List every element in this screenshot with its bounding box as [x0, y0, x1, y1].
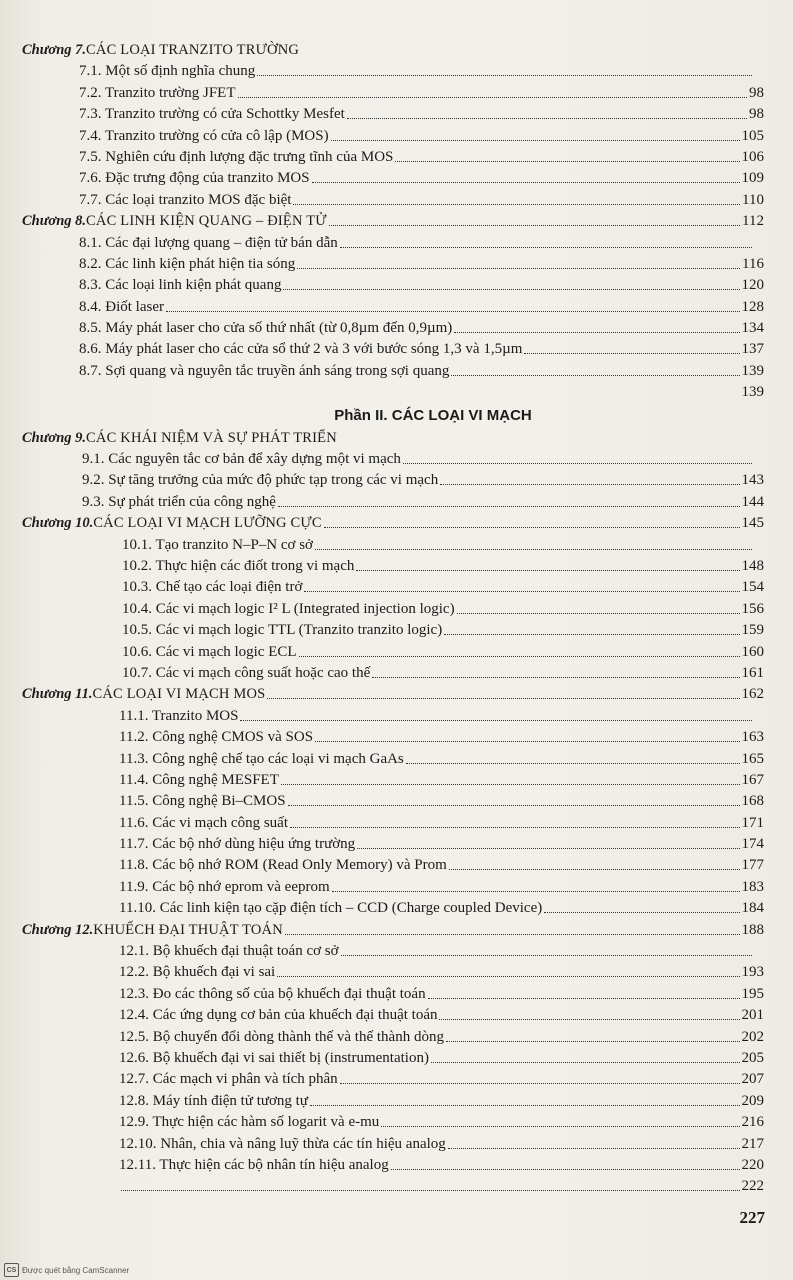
toc-row: [22, 1027, 764, 1048]
chapter-number: Chương 9.: [22, 429, 87, 446]
page-ref: 116: [742, 255, 764, 272]
toc-row-title: 12.9. Thực hiện các hàm số logarit và e-mu: [119, 1114, 380, 1131]
page-ref: 177: [741, 857, 764, 874]
toc-row: [22, 104, 764, 125]
leader-dots: [315, 535, 752, 550]
toc-row-title: 11.1. Tranzito MOS: [119, 707, 239, 724]
toc-row: [22, 83, 764, 104]
toc-row-title: 8.7. Sợi quang và nguyên tắc truyền ánh sáng trong sợi quang: [79, 362, 450, 379]
toc-row: [22, 1091, 764, 1112]
toc-row: [22, 898, 764, 919]
toc-row-title: 8.2. Các linh kiện phát hiện tia sóng: [79, 255, 296, 272]
part-row: [22, 382, 764, 403]
chapter-heading: [22, 513, 764, 534]
leader-dots: [446, 1027, 740, 1042]
page-ref: 174: [741, 836, 764, 853]
toc-row: [22, 1155, 764, 1176]
toc-row-title: 7.4. Tranzito trường có cửa cô lập (MOS): [79, 127, 329, 144]
leader-dots: [310, 1091, 740, 1106]
toc-row-title: 10.2. Thực hiện các điốt trong vi mạch: [122, 557, 355, 574]
toc-row: [22, 254, 764, 275]
toc-row: [22, 318, 764, 339]
leader-dots: [285, 920, 740, 935]
toc-row: [22, 834, 764, 855]
page-ref: 144: [741, 493, 764, 510]
toc-row: [22, 168, 764, 189]
toc-row-title: 10.1. Tạo tranzito N–P–N cơ sở: [122, 536, 313, 553]
toc-row: [22, 727, 764, 748]
toc-row-title: 12.5. Bộ chuyển đổi dòng thành thế và thế thành dòng: [119, 1028, 444, 1045]
leader-dots: [454, 318, 739, 333]
page-ref: 159: [741, 622, 764, 639]
toc-row: [22, 984, 764, 1005]
leader-dots: [391, 1155, 740, 1170]
toc-row: [22, 449, 764, 470]
toc-row-title: 9.1. Các nguyên tắc cơ bản để xây dựng một vi mạch: [82, 451, 401, 468]
page-ref: 112: [742, 213, 764, 230]
toc-row: [22, 339, 764, 360]
leader-dots: [121, 1176, 740, 1191]
page-ref: 168: [741, 793, 764, 810]
page-ref: 217: [741, 1135, 764, 1152]
toc-row-title: 10.3. Chế tạo các loại điện trở: [122, 579, 303, 596]
toc-row: [22, 297, 764, 318]
toc-row: [22, 556, 764, 577]
page-ref: 120: [741, 277, 764, 294]
toc-row: [22, 577, 764, 598]
toc-row-title: 11.4. Công nghệ MESFET: [119, 771, 279, 788]
page-ref: 110: [742, 191, 764, 208]
leader-dots: [81, 382, 740, 396]
camscanner-logo-icon: CS: [4, 1263, 19, 1277]
chapter-title: CÁC LOẠI VI MẠCH LƯỠNG CỰC: [93, 515, 322, 532]
page-ref: 195: [741, 985, 764, 1002]
page-number: 227: [739, 1208, 765, 1227]
leader-dots: [240, 706, 752, 721]
page-ref: 106: [741, 148, 764, 165]
leader-dots: [329, 211, 740, 226]
chapter-heading: [22, 211, 764, 232]
toc-row-title: 9.2. Sự tăng trưởng của mức độ phức tạp trong các vi mạch: [82, 472, 439, 489]
toc-row-title: 8.3. Các loại linh kiện phát quang: [79, 277, 282, 294]
leader-dots: [440, 470, 739, 485]
toc-row: [22, 663, 764, 684]
page-ref: 202: [741, 1028, 764, 1045]
part-heading: Phần II. CÁC LOẠI VI MẠCH: [334, 406, 532, 424]
toc-row-title: 11.10. Các linh kiện tạo cặp điện tích – CCD (Charge coupled Device): [119, 900, 543, 917]
leader-dots: [277, 962, 739, 977]
leader-dots: [297, 254, 740, 269]
leader-dots: [340, 233, 752, 248]
leader-dots: [312, 168, 740, 183]
leader-dots: [524, 339, 739, 354]
toc-row-title: 11.6. Các vi mạch công suất: [119, 814, 288, 831]
leader-dots: [431, 1048, 740, 1063]
page-ref: 216: [741, 1114, 764, 1131]
toc-row-tail: [22, 1176, 764, 1197]
toc-row-title: 11.2. Công nghệ CMOS và SOS: [119, 729, 314, 746]
page-ref: 161: [741, 664, 764, 681]
leader-dots: [403, 449, 752, 464]
page-ref: 163: [741, 729, 764, 746]
toc-row-title: 11.7. Các bộ nhớ dùng hiệu ứng trường: [119, 836, 356, 853]
leader-dots: [449, 855, 740, 870]
leader-dots: [238, 83, 748, 98]
toc-row: [22, 770, 764, 791]
leader-dots: [451, 361, 739, 376]
page-ref: 98: [749, 84, 764, 101]
toc-row: [22, 941, 764, 962]
toc-row-title: 12.3. Đo các thông số của bộ khuếch đại thuật toán: [119, 985, 426, 1002]
page-ref: 139: [741, 384, 764, 401]
chapter-number: Chương 8.: [22, 213, 87, 230]
toc-row-title: 11.5. Công nghệ Bi–CMOS: [119, 793, 286, 810]
page-ref: 148: [741, 557, 764, 574]
toc-row: [22, 962, 764, 983]
page-ref: 201: [741, 1007, 764, 1024]
toc-row-title: 7.6. Đặc trưng động của tranzito MOS: [79, 170, 310, 187]
page-ref: 167: [741, 771, 764, 788]
toc-row-title: 12.4. Các ứng dụng cơ bản của khuếch đại thuật toán: [119, 1007, 438, 1024]
page-ref: 162: [741, 686, 764, 703]
page-ref: 145: [741, 515, 764, 532]
toc-row-title: 10.5. Các vi mạch logic TTL (Tranzito tranzito logic): [122, 622, 443, 639]
toc-row: [22, 1005, 764, 1026]
page-ref: 154: [741, 579, 764, 596]
chapter-number: Chương 7.: [22, 42, 87, 58]
toc-row-title: 11.8. Các bộ nhớ ROM (Read Only Memory) và Prom: [119, 857, 447, 874]
toc-row: [22, 361, 764, 382]
leader-dots: [444, 620, 739, 635]
leader-dots: [290, 813, 740, 828]
page-ref: 205: [741, 1049, 764, 1066]
chapter-number: Chương 12.: [22, 921, 94, 938]
chapter-title: CÁC LOẠI VI MẠCH MOS: [92, 686, 266, 703]
page-ref: 183: [741, 878, 764, 895]
toc-row-title: 10.4. Các vi mạch logic I² L (Integrated injection logic): [122, 600, 455, 617]
toc-row: [22, 535, 764, 556]
chapter-heading: [22, 684, 764, 705]
leader-dots: [457, 599, 740, 614]
chapter-title: KHUẾCH ĐẠI THUẬT TOÁN: [93, 921, 283, 938]
chapter-number: Chương 11.: [22, 686, 93, 703]
toc-row-title: 9.3. Sự phát triển của công nghệ: [82, 493, 276, 510]
toc-row-title: 10.6. Các vi mạch logic ECL: [122, 643, 297, 660]
toc-row-title: 8.5. Máy phát laser cho cửa số thứ nhất (từ 0,8µm đến 0,9µm): [79, 320, 453, 337]
table-of-contents: [22, 40, 764, 1198]
leader-dots: [448, 1134, 740, 1149]
page-ref: 207: [741, 1071, 764, 1088]
page-ref: 105: [741, 127, 764, 144]
chapter-title: CÁC LOẠI TRANZITO TRƯỜNG: [86, 42, 300, 58]
toc-row: [22, 492, 764, 513]
toc-row-title: 7.7. Các loại tranzito MOS đặc biệt: [79, 191, 292, 208]
page-ref: 209: [741, 1092, 764, 1109]
toc-row: [22, 126, 764, 147]
page-ref: 184: [741, 900, 764, 917]
chapter-heading: [22, 920, 764, 941]
toc-row: [22, 1048, 764, 1069]
page-ref: 222: [741, 1178, 764, 1195]
page-ref: 109: [741, 170, 764, 187]
toc-row-title: 8.6. Máy phát laser cho các cửa sổ thứ 2 và 3 với bước sóng 1,3 và 1,5µm: [79, 341, 523, 358]
toc-row: [22, 706, 764, 727]
leader-dots: [166, 297, 740, 312]
leader-dots: [395, 147, 739, 162]
toc-row: [22, 275, 764, 296]
leader-dots: [406, 749, 740, 764]
toc-row: [22, 1069, 764, 1090]
leader-dots: [288, 791, 740, 806]
page-ref: 134: [741, 320, 764, 337]
toc-row: [22, 470, 764, 491]
leader-dots: [281, 770, 740, 785]
toc-row: [22, 855, 764, 876]
toc-row: [22, 877, 764, 898]
leader-dots: [299, 642, 740, 657]
toc-row: [22, 599, 764, 620]
page-ref: 171: [741, 814, 764, 831]
page-ref: 220: [741, 1156, 764, 1173]
leader-dots: [283, 275, 739, 290]
leader-dots: [347, 104, 747, 119]
page-ref: 98: [749, 106, 764, 123]
chapter-heading: [22, 428, 764, 449]
leader-dots: [293, 190, 740, 205]
leader-dots: [439, 1005, 739, 1020]
leader-dots: [267, 684, 739, 699]
leader-dots: [331, 126, 740, 141]
leader-dots: [341, 941, 752, 956]
toc-row-title: 7.3. Tranzito trường có cửa Schottky Mesfet: [79, 106, 345, 123]
toc-row-title: 7.1. Một số định nghĩa chung: [79, 63, 256, 80]
leader-dots: [315, 727, 739, 742]
toc-row: [22, 749, 764, 770]
toc-row-title: 10.7. Các vi mạch công suất hoặc cao thế: [122, 664, 371, 681]
toc-row-title: 12.7. Các mạch vi phân và tích phân: [119, 1071, 338, 1088]
page-ref: 128: [741, 298, 764, 315]
toc-row-title: 11.9. Các bộ nhớ eprom và eeprom: [119, 878, 330, 895]
toc-row: [22, 620, 764, 641]
chapter-number: Chương 10.: [22, 515, 94, 532]
chapter-heading: [22, 40, 764, 61]
chapter-title: CÁC KHÁI NIỆM VÀ SỰ PHÁT TRIỂN: [86, 429, 337, 446]
toc-row-title: 12.1. Bộ khuếch đại thuật toán cơ sở: [119, 943, 339, 960]
leader-dots: [278, 492, 740, 507]
toc-row: [22, 1134, 764, 1155]
toc-row-title: 8.4. Điốt laser: [79, 298, 164, 315]
toc-row-title: 12.10. Nhân, chia và nâng luỹ thừa các tín hiệu analog: [119, 1135, 446, 1152]
page-ref: 137: [741, 341, 764, 358]
page-ref: 139: [741, 362, 764, 379]
page-ref: 165: [741, 750, 764, 767]
scanner-watermark: [4, 1263, 129, 1277]
leader-dots: [544, 898, 739, 913]
toc-row-title: 11.3. Công nghệ chế tạo các loại vi mạch GaAs: [119, 750, 404, 767]
leader-dots: [257, 61, 752, 76]
toc-row-title: 12.8. Máy tính điện tử tương tự: [119, 1092, 308, 1109]
toc-row: [22, 1112, 764, 1133]
toc-row: [22, 61, 764, 82]
leader-dots: [304, 577, 739, 592]
toc-row-title: 12.2. Bộ khuếch đại vi sai: [119, 964, 276, 981]
leader-dots: [381, 1112, 739, 1127]
page-ref: 193: [741, 964, 764, 981]
leader-dots: [324, 513, 740, 528]
page-ref: 143: [741, 472, 764, 489]
leader-dots: [357, 834, 739, 849]
toc-row-title: 12.6. Bộ khuếch đại vi sai thiết bị (instrumentation): [119, 1049, 429, 1066]
toc-row: [22, 813, 764, 834]
toc-row: [22, 642, 764, 663]
page-ref: 188: [741, 921, 764, 938]
chapter-title: CÁC LINH KIỆN QUANG – ĐIỆN TỬ: [86, 213, 327, 230]
toc-row-title: 8.1. Các đại lượng quang – điện tử bán dẫn: [79, 234, 338, 251]
toc-row: [22, 791, 764, 812]
toc-row: [22, 233, 764, 254]
toc-row-title: 12.11. Thực hiện các bộ nhân tín hiệu analog: [119, 1156, 389, 1173]
toc-row-title: 7.2. Tranzito trường JFET: [79, 84, 236, 101]
toc-row: [22, 147, 764, 168]
leader-dots: [372, 663, 739, 678]
toc-row-title: 7.5. Nghiên cứu định lượng đặc trưng tĩnh của MOS: [79, 148, 394, 165]
leader-dots: [332, 877, 740, 892]
page-ref: 156: [741, 600, 764, 617]
leader-dots: [428, 984, 740, 999]
leader-dots: [356, 556, 739, 571]
scanner-watermark-text: Được quét bằng CamScanner: [22, 1265, 130, 1275]
toc-row: [22, 190, 764, 211]
page-ref: 160: [741, 643, 764, 660]
leader-dots: [340, 1069, 740, 1084]
